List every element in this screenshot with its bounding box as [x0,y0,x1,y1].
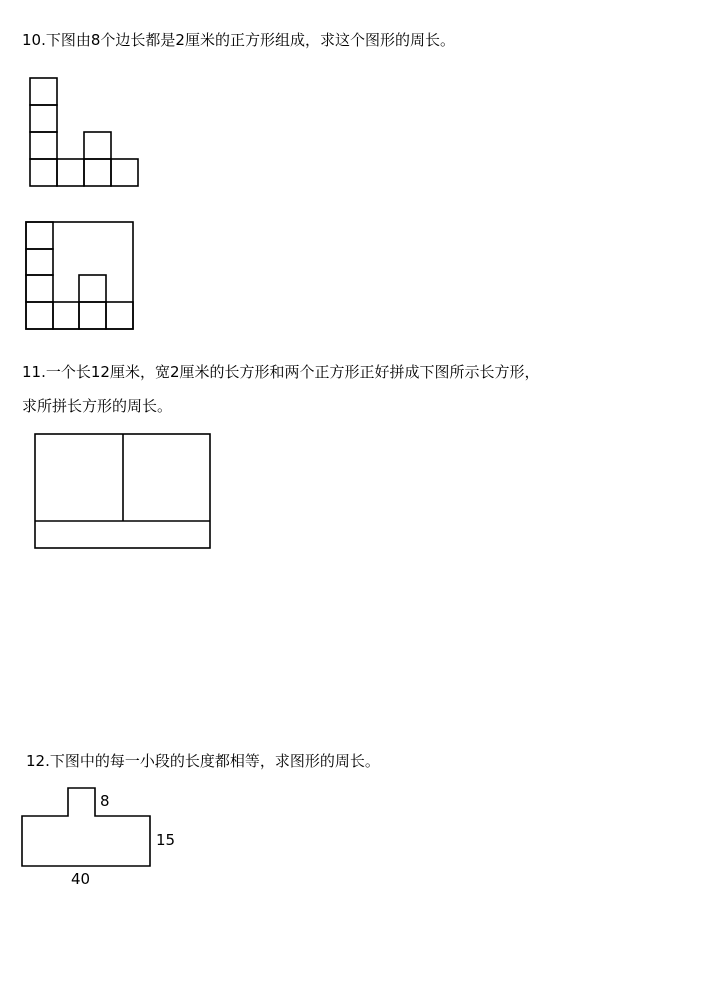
label-top-segment: 8 [100,792,110,810]
label-right-height: 15 [156,831,176,849]
question-11-text-line2: 求所拼长方形的周长。 [22,397,173,415]
question-11-text-line1: 11.一个长12厘米，宽2厘米的长方形和两个正方形正好拼成下图所示长方形， [22,363,540,381]
question-12-text: 12.下图中的每一小段的长度都相等，求图形的周长。 [26,752,380,770]
t-shape-outline [22,788,150,866]
label-bottom-width: 40 [71,870,91,888]
question-10-text: 10.下图由8个边长都是2厘米的正方形组成，求这个图形的周长。 [22,31,455,49]
